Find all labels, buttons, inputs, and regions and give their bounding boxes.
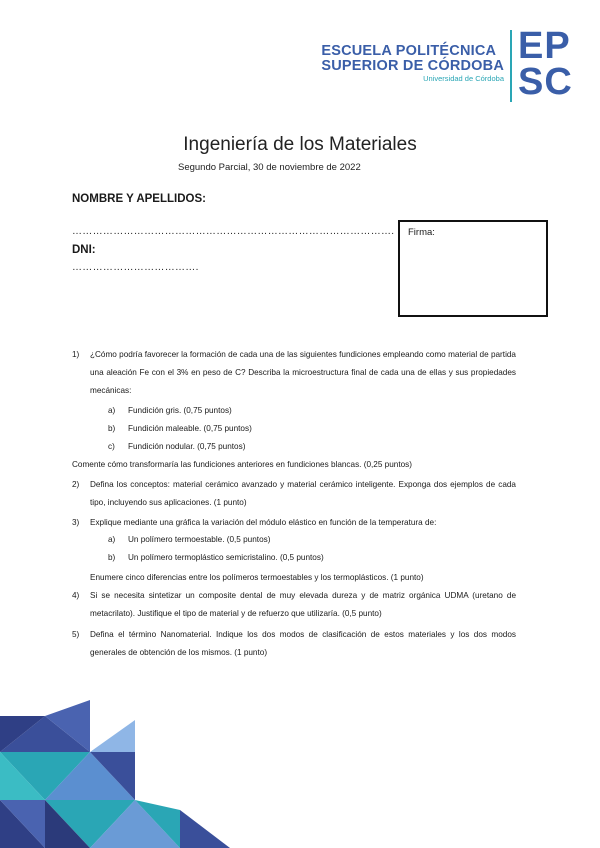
question-3-text: Explique mediante una gráfica la variación del módulo elástico en función de la temperatura de: xyxy=(90,518,437,527)
question-4-text: Si se necesita sintetizar un composite dental de muy elevada dureza y de matriz orgánica UDMA (uretano de metacrilato). Justifique el tipo de material y de refuerzo que utilizaría. (0,5 punto) xyxy=(90,591,516,618)
exam-title: Ingeniería de los Materiales xyxy=(183,134,417,155)
logo-mono-bottom: SC xyxy=(518,61,573,103)
option-letter: a) xyxy=(108,535,116,544)
name-label: NOMBRE Y APELLIDOS: xyxy=(72,193,206,205)
question-number: 3) xyxy=(72,518,80,527)
epsc-monogram-logo xyxy=(518,25,573,103)
school-name-line2: SUPERIOR DE CÓRDOBA xyxy=(321,58,504,74)
question-number: 2) xyxy=(72,480,80,489)
option-text: Un polímero termoplástico semicristalino. (0,5 puntos) xyxy=(128,553,324,562)
question-2-text: Defina los conceptos: material cerámico avanzado y material cerámico inteligente. Exponga dos ejemplos de cada tipo, incluyendo sus aplicaciones. (1 punto) xyxy=(90,480,516,507)
exam-subtitle: Segundo Parcial, 30 de noviembre de 2022 xyxy=(178,162,361,173)
option-letter: b) xyxy=(108,553,116,562)
question-number: 4) xyxy=(72,591,80,600)
option-text: Un polímero termoestable. (0,5 puntos) xyxy=(128,535,271,544)
question-number: 5) xyxy=(72,630,80,639)
option-letter: a) xyxy=(108,406,116,415)
decorative-triangles xyxy=(0,700,270,848)
question-number: 1) xyxy=(72,350,80,359)
university-name: Universidad de Córdoba xyxy=(423,74,504,83)
option-text: Fundición gris. (0,75 puntos) xyxy=(128,406,232,415)
option-letter: c) xyxy=(108,442,115,451)
question-1-extra: Comente cómo transformaría las fundiciones anteriores en fundiciones blancas. (0,25 puntos) xyxy=(72,460,412,469)
school-name-line1: ESCUELA POLITÉCNICA xyxy=(321,43,497,59)
signature-label: Firma: xyxy=(408,227,435,238)
logo-divider xyxy=(510,30,512,102)
option-text: Fundición nodular. (0,75 puntos) xyxy=(128,442,246,451)
name-field-line: …………………………………………………………………………………. xyxy=(72,226,395,237)
question-5-text: Defina el término Nanomaterial. Indique los dos modos de clasificación de estos materiales y los dos modos generales de obtención de los mismos. (1 punto) xyxy=(90,630,516,657)
question-1-text: ¿Cómo podría favorecer la formación de cada una de las siguientes fundiciones empleando como material de partida una aleación Fe con el 3% en peso de C? Describa la microestructura final de cada una de ellas y sus propiedades mecánicas: xyxy=(90,350,516,395)
question-3-extra: Enumere cinco diferencias entre los polímeros termoestables y los termoplásticos. (1 punto) xyxy=(90,573,424,582)
school-logo-text xyxy=(321,44,504,83)
option-letter: b) xyxy=(108,424,116,433)
dni-field-line: ………………………………. xyxy=(72,262,199,273)
signature-box xyxy=(398,220,548,317)
dni-label: DNI: xyxy=(72,244,96,256)
logo-mono-top: EP xyxy=(518,25,571,67)
option-text: Fundición maleable. (0,75 puntos) xyxy=(128,424,252,433)
